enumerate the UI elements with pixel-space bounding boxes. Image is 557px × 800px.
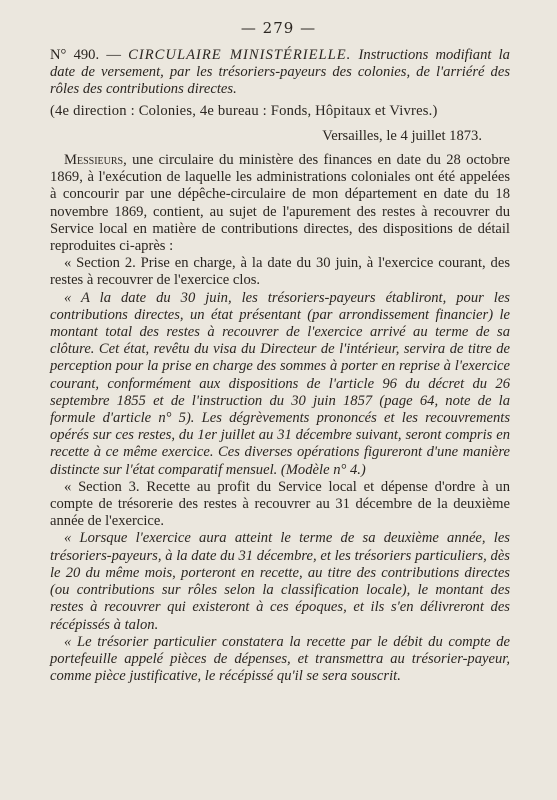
section-2-detail: « A la date du 30 juin, les trésoriers-payeurs établiront, pour les contributions directes, un état présentant (par arrondissement financier) le montant total des restes à recouvrer de l'exercice arrivé au terme de sa clôture. Cet état, revêtu du visa du Directeur de l'intérieur, servira de titre de perception pour la prise en charge des sommes à porter en reprise à l'exercice courant, conformément aux dispositions de l'article 96 du décret du 26 septembre 1855 et de l'instruction du 30 juin 1857 (page 64, note de la formule d'article n° 5). Les dégrèvements prononcés et les recouvrements opérés sur ces restes, du 1er juillet au 31 décembre suivant, seront compris en recette à ce même exercice. Ces diverses opérations figureront d'une manière distincte sur l'état comparatif mensuel. (Modèle n° 4.) bbox=[50, 289, 510, 478]
dateline: Versailles, le 4 juillet 1873. bbox=[322, 127, 482, 144]
intro-paragraph bbox=[50, 152, 510, 255]
heading-dash: — bbox=[106, 47, 121, 63]
circular-heading bbox=[50, 47, 510, 99]
section-3-detail: « Lorsque l'exercice aura atteint le terme de sa deuxième année, les trésoriers-payeurs, à la date du 31 décembre, et les trésoriers particuliers, dès le 20 du même mois, porteront en recette, au titre des contributions directes (ou contributions sur rôles selon la classification locale), le montant des restes à recouvrer qui existeront à ces époques, et ils s'en délivreront des récépissés à talon. bbox=[50, 530, 510, 633]
circular-subject: Instructions modifiant la date de versement, par les trésoriers-payeurs des colonies, de l'arriéré des rôles des contributions directes. bbox=[50, 47, 510, 98]
document-body bbox=[50, 47, 510, 685]
final-paragraph: « Le trésorier particulier constatera la recette par le débit du compte de portefeuille appelé pièces de dépenses, et transmettra au trésorier-payeur, comme pièce justificative, le récépissé qu'il se sera souscrit. bbox=[50, 633, 510, 685]
circular-title: CIRCULAIRE MINISTÉRIELLE. bbox=[128, 47, 352, 63]
direction-line: (4e direction : Colonies, 4e bureau : Fonds, Hôpitaux et Vivres.) bbox=[50, 102, 438, 119]
salutation: Messieurs, bbox=[64, 152, 127, 169]
intro-text: une circulaire du ministère des finances en date du 28 octobre 1869, à l'exécution de laquelle les administrations coloniales ont été appelées à concourir par une dépêche-circulaire de mon département en date du 18 novembre 1869, contient, au sujet de l'apurement des restes à recouvrer du Service local en matière de contributions directes, des dispositions de détail reproduites ci-après : bbox=[50, 152, 510, 255]
circular-number: N° 490. bbox=[50, 47, 100, 63]
section-3-title: « Section 3. Recette au profit du Service local et dépense d'ordre à un compte de trésorerie des restes à recouvrer au 31 décembre de la deuxième année de l'exercice. bbox=[50, 478, 510, 530]
section-2-title: « Section 2. Prise en charge, à la date du 30 juin, à l'exercice courant, des restes à recouvrer de l'exercice clos. bbox=[50, 255, 510, 289]
page-number: — 279 — bbox=[240, 19, 317, 37]
